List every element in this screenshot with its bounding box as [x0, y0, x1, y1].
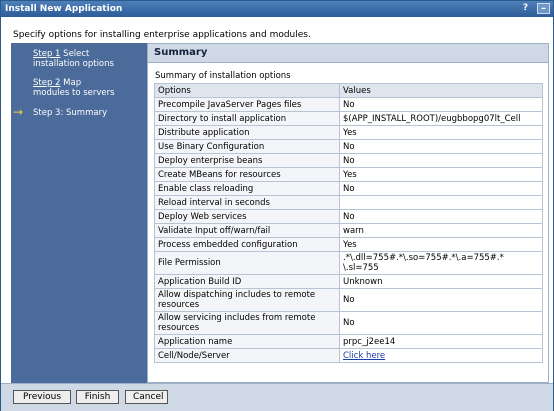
table-row [155, 168, 543, 182]
option-cell: Distribute application [155, 126, 340, 140]
summary-header [148, 44, 548, 63]
step-2-text-line1: Map [63, 78, 82, 88]
table-row [155, 182, 543, 196]
value-cell: No [340, 154, 543, 168]
current-step-arrow-icon: → [13, 105, 24, 119]
value-cell [340, 252, 543, 275]
step-1-text-line1: Select [63, 49, 90, 59]
option-cell: Deploy Web services [155, 210, 340, 224]
option-cell: Cell/Node/Server [155, 349, 340, 363]
value-cell: warn [340, 224, 543, 238]
value-cell: Yes [340, 168, 543, 182]
option-cell: Validate Input off/warn/fail [155, 224, 340, 238]
value-cell: $(APP_INSTALL_ROOT)/eugbbopg07lt_Cell [340, 112, 543, 126]
value-cell: Unknown [340, 275, 543, 289]
nav-step-2[interactable] [33, 78, 115, 98]
table-row [155, 335, 543, 349]
table-row [155, 238, 543, 252]
previous-button[interactable]: Previous [13, 390, 71, 404]
table-row [155, 98, 543, 112]
value-line2: \.sl=755 [343, 263, 379, 273]
option-cell: Reload interval in seconds [155, 196, 340, 210]
option-cell: Process embedded configuration [155, 238, 340, 252]
value-cell [340, 349, 543, 363]
value-cell: No [340, 140, 543, 154]
click-here-link[interactable]: Click here [343, 350, 386, 361]
step-1-text-line2: installation options [33, 59, 114, 69]
option-cell: File Permission [155, 252, 340, 275]
table-row [155, 154, 543, 168]
summary-title: Summary [154, 47, 208, 58]
step-3-label: Step 3: Summary [33, 108, 108, 118]
table-row [155, 126, 543, 140]
option-cell: Application name [155, 335, 340, 349]
option-cell: Create MBeans for resources [155, 168, 340, 182]
value-cell: Yes [340, 126, 543, 140]
value-cell: No [340, 98, 543, 112]
intro-text: Specify options for installing enterprise applications and modules. [13, 30, 311, 40]
option-cell: Precompile JavaServer Pages files [155, 98, 340, 112]
wizard-footer [1, 383, 553, 411]
option-cell [155, 289, 340, 312]
nav-step-1[interactable] [33, 49, 114, 69]
table-header-row [155, 84, 543, 98]
value-cell: No [340, 289, 543, 312]
value-line1: .*\.dll=755#.*\.so=755#.*\.a=755#.* [343, 253, 504, 263]
table-row [155, 196, 543, 210]
summary-caption: Summary of installation options [155, 71, 291, 81]
value-cell: No [340, 312, 543, 335]
value-cell: prpc_j2ee14 [340, 335, 543, 349]
summary-table [154, 83, 543, 363]
table-row [155, 312, 543, 335]
column-header-values: Values [340, 84, 543, 98]
option-line1: Allow dispatching includes to remote [158, 290, 316, 300]
option-cell: Application Build ID [155, 275, 340, 289]
table-row [155, 210, 543, 224]
value-cell: Yes [340, 238, 543, 252]
title-bar [1, 1, 553, 17]
finish-button[interactable]: Finish [76, 390, 119, 404]
option-line1: Allow servicing includes from remote [158, 313, 316, 323]
window-title: Install New Application [5, 4, 123, 14]
value-cell [340, 196, 543, 210]
table-row [155, 275, 543, 289]
option-cell: Deploy enterprise beans [155, 154, 340, 168]
option-line2: resources [158, 323, 200, 333]
value-cell: No [340, 182, 543, 196]
step-2-link[interactable]: Step 2 [33, 78, 61, 88]
option-line2: resources [158, 300, 200, 310]
table-row [155, 289, 543, 312]
option-cell: Enable class reloading [155, 182, 340, 196]
step-1-link[interactable]: Step 1 [33, 49, 61, 59]
table-row [155, 112, 543, 126]
option-cell [155, 312, 340, 335]
step-2-text-line2: modules to servers [33, 88, 115, 98]
value-cell: No [340, 210, 543, 224]
column-header-options: Options [155, 84, 340, 98]
summary-panel [147, 43, 549, 383]
cancel-button[interactable]: Cancel [125, 390, 168, 404]
table-row [155, 140, 543, 154]
nav-step-3-current [33, 108, 107, 118]
table-row [155, 349, 543, 363]
minimize-icon[interactable]: – [537, 3, 550, 14]
table-row [155, 252, 543, 275]
help-icon[interactable]: ? [522, 3, 529, 13]
wizard-steps-nav [11, 43, 147, 383]
option-cell: Use Binary Configuration [155, 140, 340, 154]
option-cell: Directory to install application [155, 112, 340, 126]
table-row [155, 224, 543, 238]
